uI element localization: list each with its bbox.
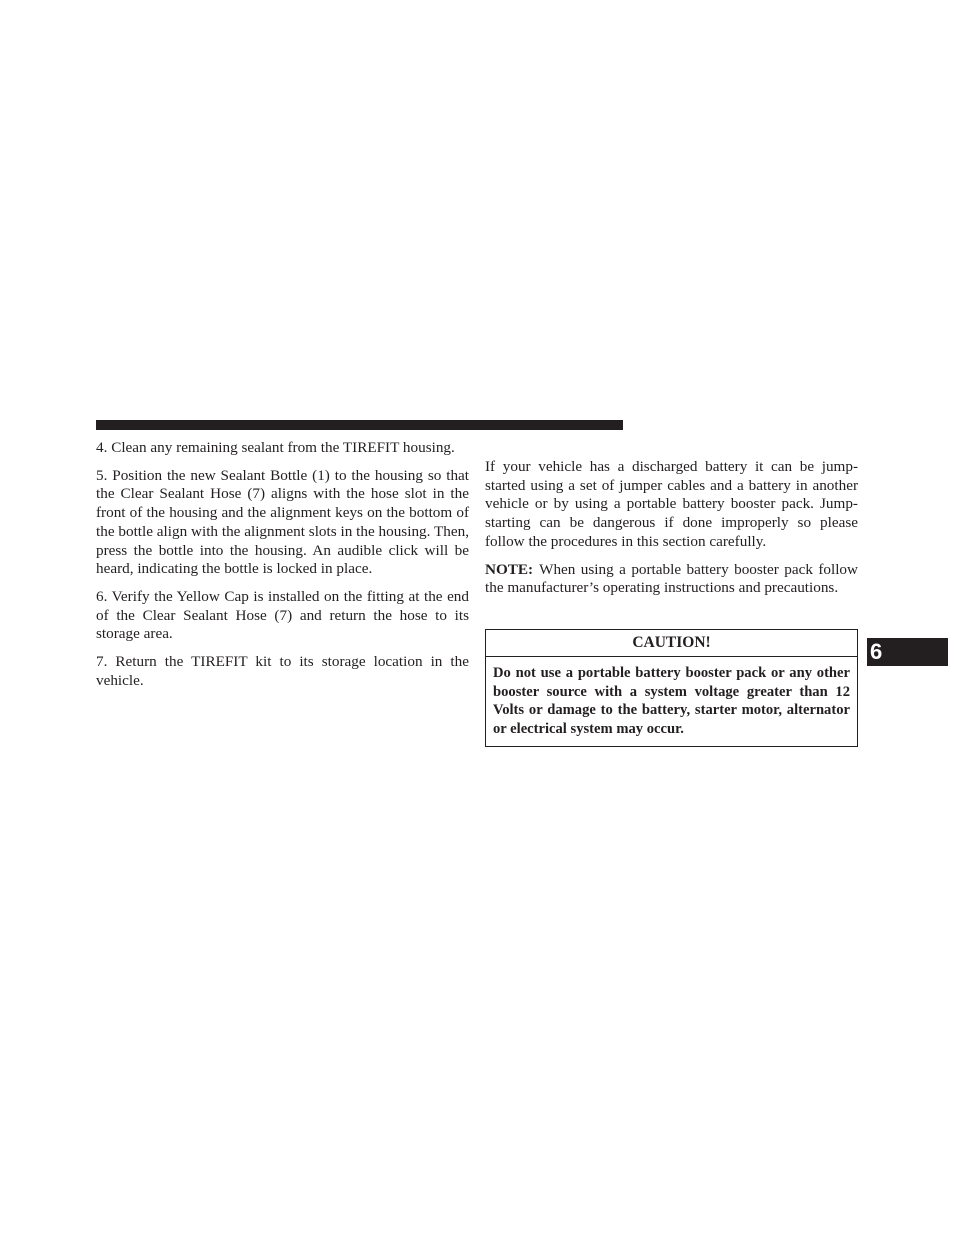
note-text: When using a portable battery booster pack follow the manufacturer’s operating instructions and precautions. bbox=[485, 560, 858, 597]
section-header-rule bbox=[96, 420, 623, 430]
step-4-paragraph: 4. Clean any remaining sealant from the TIREFIT housing. bbox=[96, 439, 455, 456]
caution-box bbox=[485, 629, 858, 747]
caution-title: CAUTION! bbox=[486, 630, 857, 657]
jump-start-intro-paragraph: If your vehicle has a discharged battery it can be jump-started using a set of jumper cables and a battery in another vehicle or by using a portable battery booster pack. Jump-starting can be dangerous if done improperly so please follow the procedures in this section carefully. bbox=[485, 458, 858, 550]
step-6-paragraph: 6. Verify the Yellow Cap is installed on the fitting at the end of the Clear Sealant Hose (7) and return the hose to its storage area. bbox=[96, 587, 469, 643]
note-paragraph bbox=[485, 561, 858, 598]
right-column bbox=[485, 458, 858, 598]
left-column bbox=[96, 439, 469, 690]
chapter-number: 6 bbox=[870, 639, 883, 664]
note-label: NOTE: bbox=[485, 560, 534, 578]
step-7-paragraph: 7. Return the TIREFIT kit to its storage location in the vehicle. bbox=[96, 653, 469, 689]
caution-text: Do not use a portable battery booster pack or any other booster source with a system voltage greater than 12 Volts or damage to the battery, starter motor, alternator or electrical system may occur. bbox=[493, 665, 850, 738]
step-5-paragraph: 5. Position the new Sealant Bottle (1) to the housing so that the Clear Sealant Hose (7) aligns with the hose slot in the front of the housing and the alignment keys on the bottom of the bottle align with the alignment slots in the housing. Then, press the bottle into the housing. An audible click will be heard, indicating the bottle is locked in place. bbox=[96, 466, 469, 578]
chapter-tab bbox=[867, 638, 948, 666]
